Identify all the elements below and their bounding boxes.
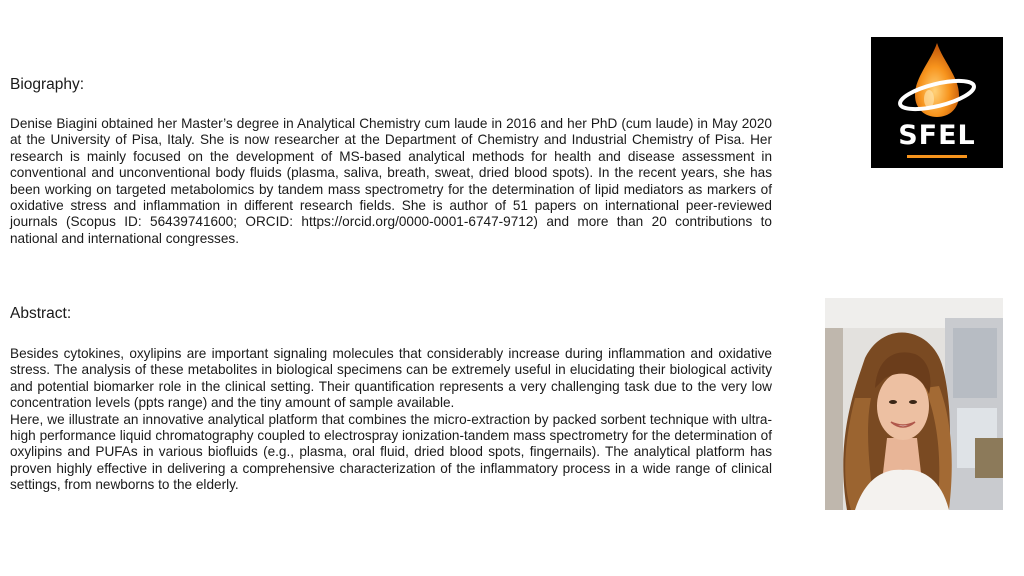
portrait-photo [825,298,1003,510]
abstract-paragraph-2: Here, we illustrate an innovative analytical platform that combines the micro-extraction by packed sorbent technique with ultra-high performance liquid chromatography coupled to electrospray ionization-tandem mass spectrometry for the determination of oxylipins and PUFAs in various biofluids (e.g., plasma, oral fluid, dried blood spots, fingernails). The analytical platform has proven highly effective in delivering a comprehensive characterization of the inflammatory process in a wide range of clinical settings, from newborns to the elderly. [10,411,772,493]
abstract-heading: Abstract: [10,305,72,322]
sfel-logo [871,37,1003,168]
biography-heading: Biography: [10,76,85,93]
abstract-paragraph-1: Besides cytokines, oxylipins are important signaling molecules that considerably increase during inflammation and oxidative stress. The analysis of these metabolites in biological specimens can be extremely useful in elucidating their biological activity and potential biomarker role in the clinical setting. Their quantification represents a very challenging task due to the very low concentration levels (ppts range) and the tiny amount of sample available. [10,346,772,411]
biography-text: Denise Biagini obtained her Master’s degree in Analytical Chemistry cum laude in 2016 and her PhD (cum laude) in May 2020 at the University of Pisa, Italy. She is now researcher at the Department of Chemistry and Industrial Chemistry of Pisa. Her research is mainly focused on the development of MS-based analytical methods for health and disease assessment in conventional and unconventional body fluids (plasma, saliva, breath, sweat, dried blood spots). In the recent years, she has been working on targeted metabolomics by tandem mass spectrometry for the determination of lipid mediators as markers of oxidative stress and inflammation in different research fields. She is author of 51 papers on international peer-reviewed journals (Scopus ID: 56439741600; ORCID: https://orcid.org/0000-0001-6747-9712) and more than 20 contributions to national and international congresses. [10,116,772,246]
abstract-text [10,346,772,494]
logo-text: SFEL [898,120,976,151]
